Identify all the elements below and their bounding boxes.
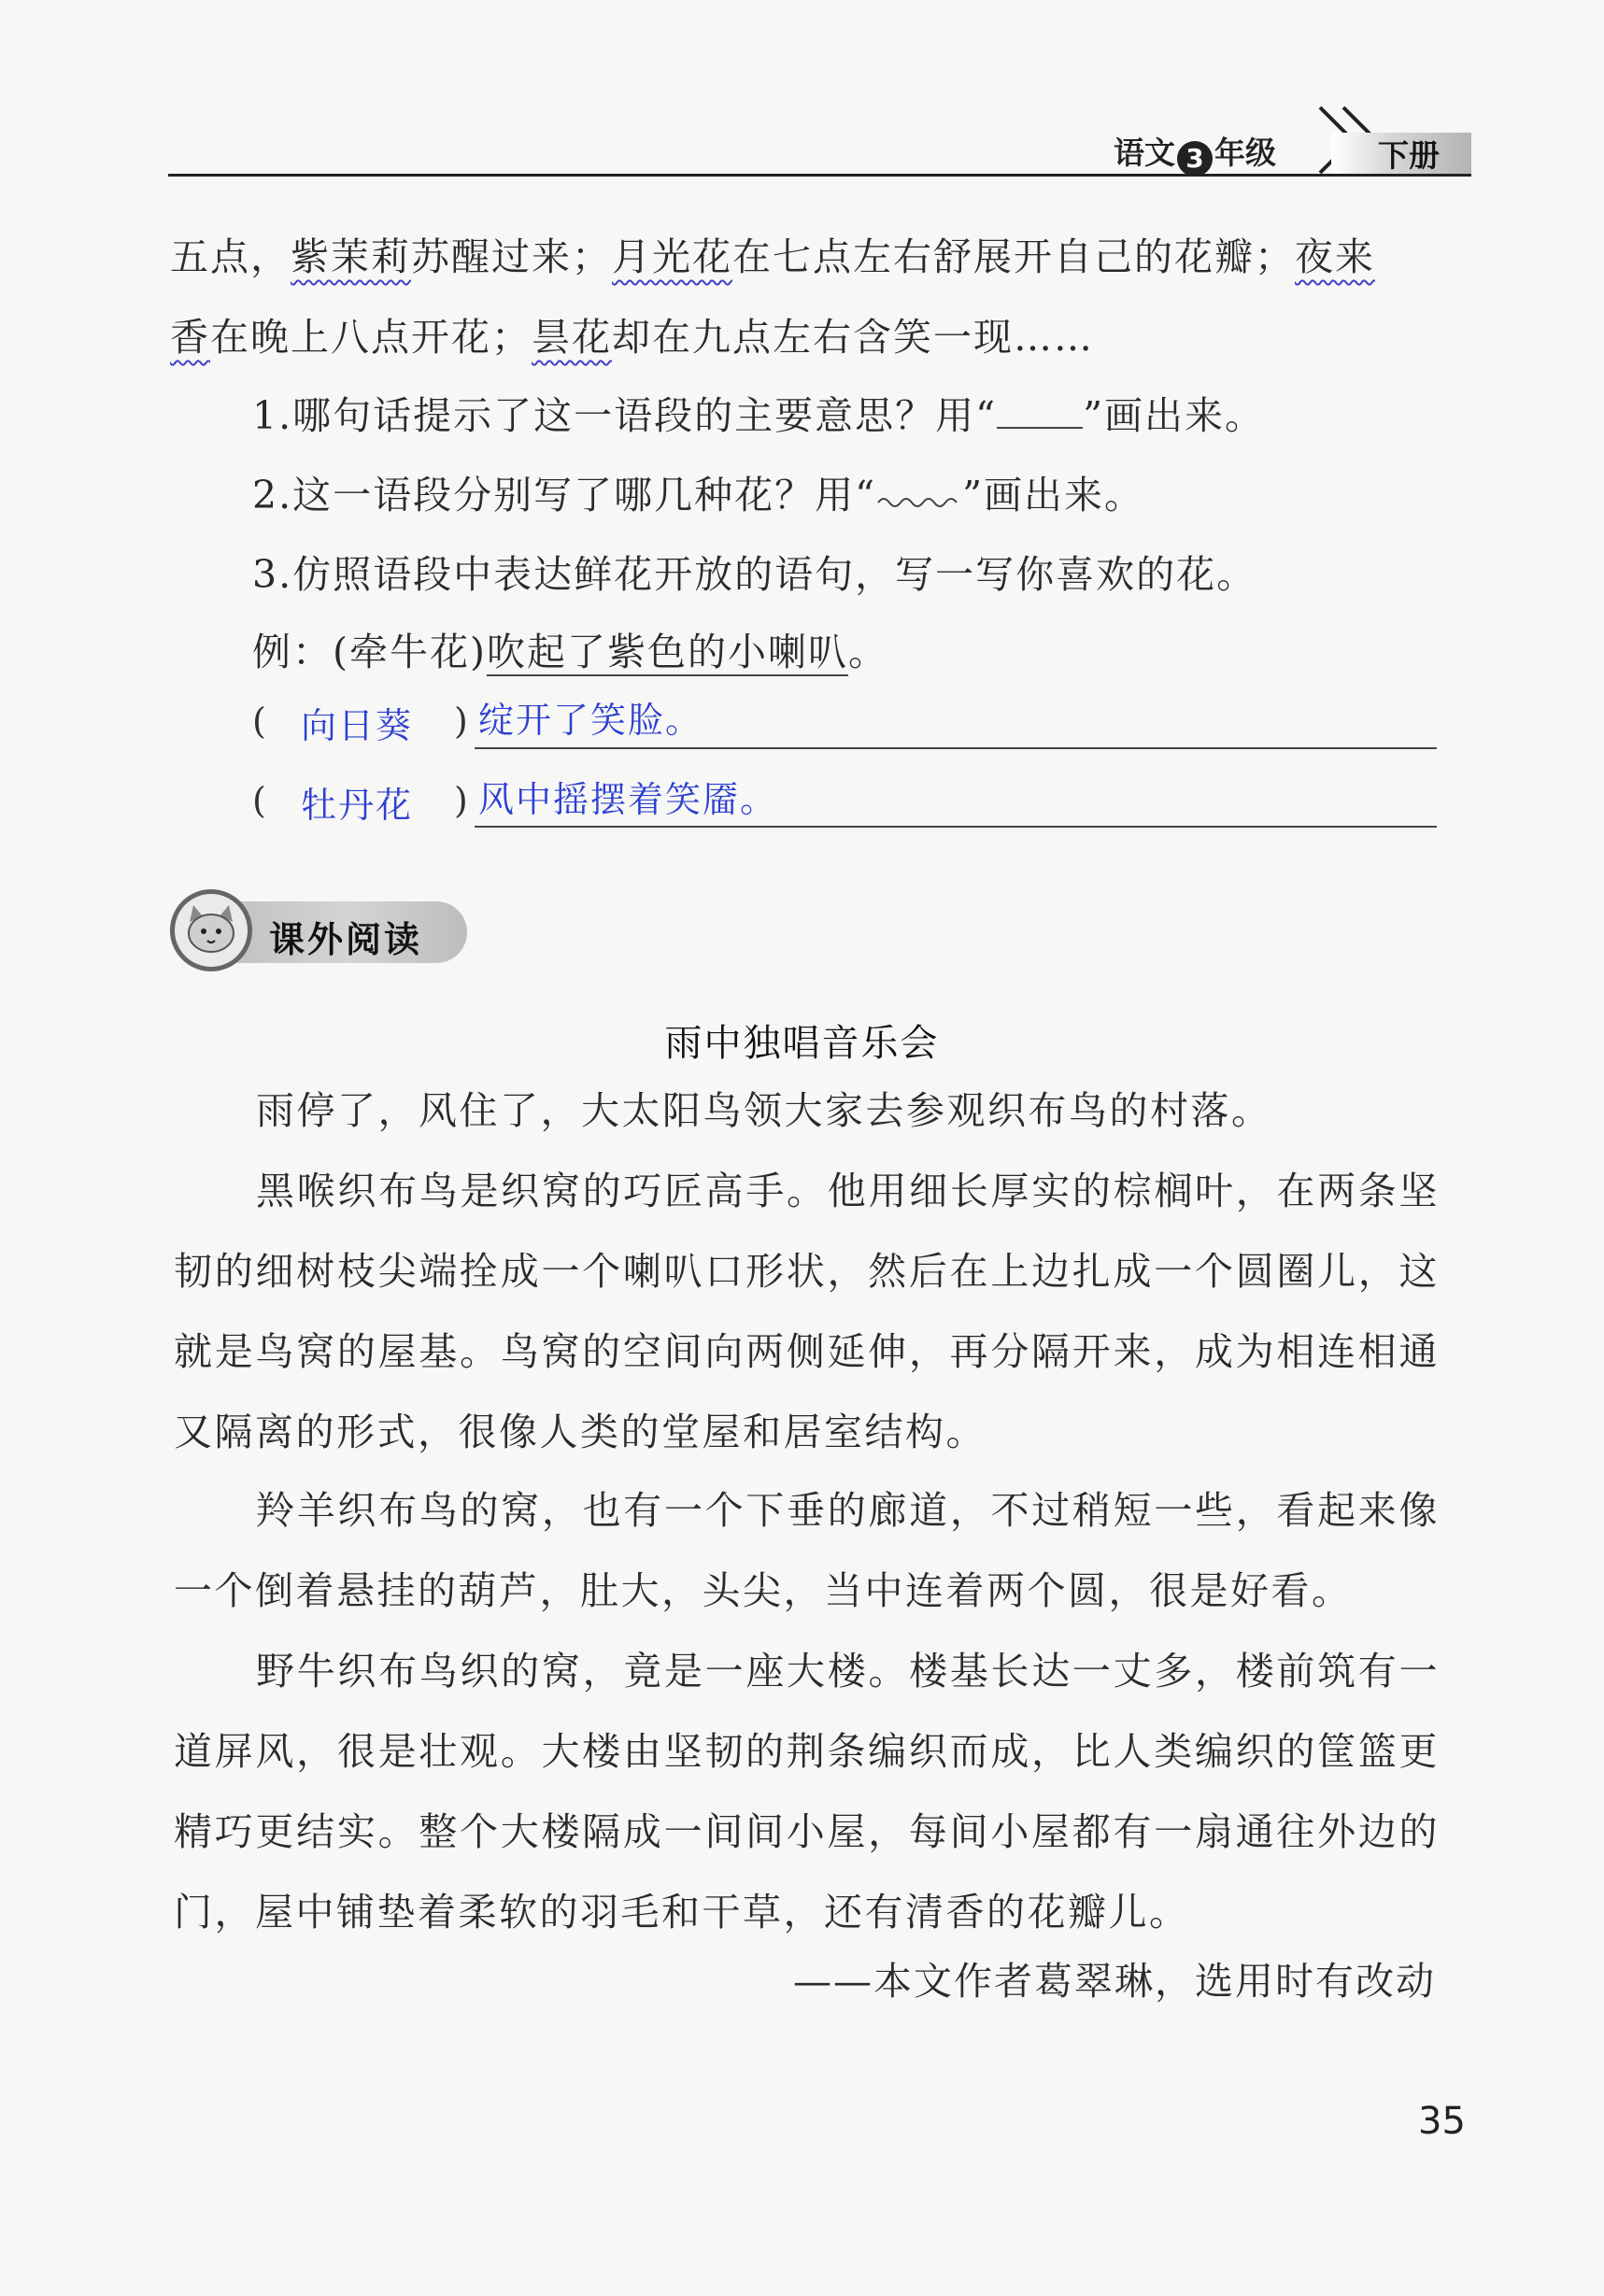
- question-2: [252, 464, 1144, 519]
- answer-2-close-paren: ): [454, 780, 468, 821]
- answer-1-open-paren: (: [252, 701, 266, 742]
- text-run: 在七点左右舒展开自己的花瓣；: [732, 234, 1295, 279]
- article-paragraph-4: 野牛织布鸟织的窝，竟是一座大楼。楼基长达一丈多，楼前筑有一道屏风，很是壮观。大楼由坚韧的荆条编织而成，比人类编织的筐篮更精巧更结实。整个大楼隔成一间间小屋，每间小屋都有一扇通往外边的门，屋中铺垫着柔软的羽毛和干草，还有清香的花瓣儿。: [174, 1649, 1440, 1935]
- text-run: 五点，: [170, 234, 291, 279]
- question-3: 3.仿照语段中表达鲜花开放的语句，写一写你喜欢的花。: [252, 552, 1257, 597]
- text-run: 却在九点左右含笑一现……: [612, 315, 1094, 360]
- wavy-line-mark-sample: [876, 484, 962, 512]
- answer-1-sentence[interactable]: 绽开了笑脸。: [478, 700, 703, 741]
- answer-2-flower[interactable]: 牡丹花: [301, 785, 414, 826]
- grade-number: 3: [1177, 141, 1213, 177]
- passage-line-1: [170, 226, 1375, 281]
- article-paragraph-3: 羚羊织布鸟的窝，也有一个下垂的廊道，不过稍短一些，看起来像一个倒着悬挂的葫芦，肚大，头尖，当中连着两个圆，很是好看。: [174, 1488, 1440, 1613]
- cat-badge-icon: [170, 889, 252, 971]
- example-line: [252, 621, 888, 676]
- question-text: ”画出来。: [962, 473, 1145, 517]
- subject-suffix: 年级: [1214, 135, 1276, 171]
- answer-2-sentence[interactable]: 风中摇摆着笑靥。: [478, 779, 778, 820]
- example-sentence: 吹起了紫色的小喇叭: [487, 630, 848, 674]
- example-end: 。: [848, 630, 888, 674]
- text-run: 苏醒过来；: [411, 234, 612, 279]
- answer-2-open-paren: (: [252, 780, 266, 821]
- article-paragraph-1: 雨停了，风住了，大太阳鸟领大家去参观织布鸟的村落。: [256, 1088, 1272, 1133]
- example-label: 例：: [252, 630, 333, 674]
- passage-line-2: [170, 306, 1094, 361]
- flower-name-marked: 昙花: [532, 315, 612, 360]
- answer-1-flower[interactable]: 向日葵: [301, 705, 414, 746]
- article-title: 雨中独唱音乐会: [664, 1022, 940, 1065]
- question-text: ”画出来。: [1083, 393, 1266, 438]
- example-flower: (牵牛花): [333, 630, 487, 674]
- flower-name-marked: 月光花: [612, 234, 732, 279]
- text-run: 在晚上八点开花；: [210, 315, 532, 360]
- question-text: 1.哪句话提示了这一语段的主要意思？用“: [252, 393, 998, 438]
- flower-name-marked: 紫茉莉: [291, 234, 411, 279]
- section-title: 课外阅读: [269, 919, 423, 960]
- question-1: [252, 385, 1265, 440]
- answer-2-rule: [475, 826, 1437, 828]
- header-subject: [1114, 129, 1276, 177]
- article-paragraph-2: 黑喉织布鸟是织窝的巧匠高手。他用细长厚实的棕榈叶，在两条坚韧的细树枝尖端拴成一个喇叭口形状，然后在上边扎成一个圆圈儿，这就是鸟窝的屋基。鸟窝的空间向两侧延伸，再分隔开来，成为相连相通又隔离的形式，很像人类的堂屋和居室结构。: [174, 1169, 1440, 1454]
- question-text: 2.这一语段分别写了哪几种花？用“: [252, 473, 877, 517]
- answer-1-close-paren: ): [454, 701, 468, 742]
- page-number: 35: [1418, 2100, 1466, 2143]
- straight-line-mark-sample: [997, 399, 1083, 429]
- subject-prefix: 语文: [1114, 135, 1175, 171]
- flower-name-marked: 夜来: [1295, 234, 1375, 279]
- flower-name-marked: 香: [170, 315, 210, 360]
- source-attribution: ——本文作者葛翠琳，选用时有改动: [793, 1959, 1436, 2004]
- volume-label: 下册: [1378, 137, 1440, 174]
- answer-1-rule: [475, 747, 1437, 749]
